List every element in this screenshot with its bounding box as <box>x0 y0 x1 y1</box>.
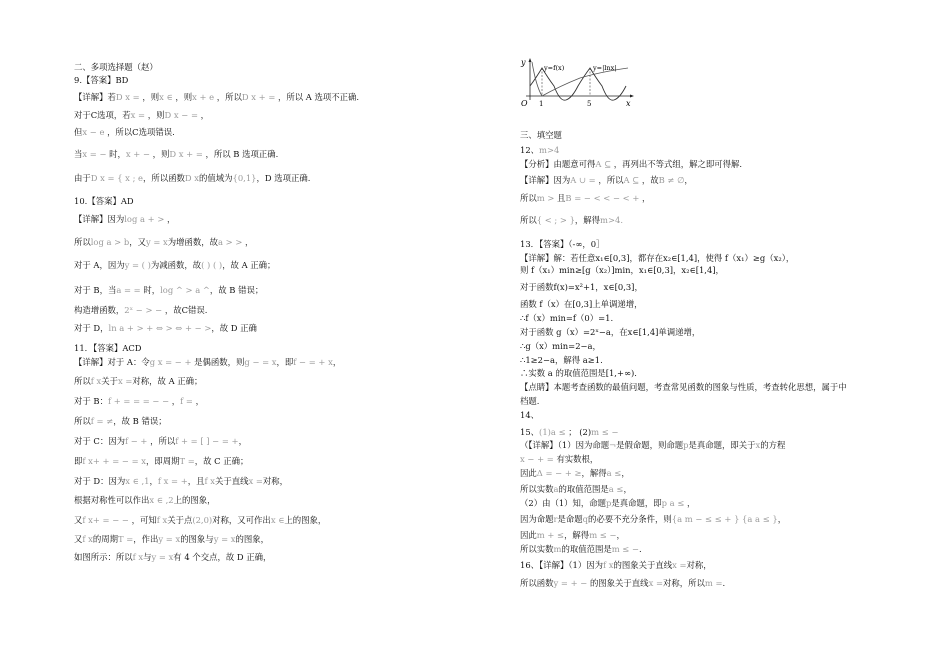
math-fragment: x ∈ ,2 <box>149 495 174 505</box>
text-line-l05 <box>74 127 175 138</box>
text-fragment: 根据对称性可以作出 <box>74 495 150 505</box>
text-line-l12 <box>74 285 263 296</box>
math-fragment: x − + = <box>520 454 557 464</box>
text-fragment: 对于函数f(x)=x²+1，x∈[0,3]， <box>520 282 643 292</box>
text-fragment: 三、填空题 <box>520 130 562 140</box>
text-fragment: ，故 B 错误； <box>209 285 264 295</box>
text-fragment: ，D 选项正确. <box>256 173 311 183</box>
text-fragment: ，所以C选项错误. <box>107 127 175 137</box>
text-fragment: ，所以 <box>598 175 624 185</box>
text-fragment: ，故 A 正确； <box>222 260 276 270</box>
text-fragment: ∴g（x）min=2−a， <box>520 341 601 351</box>
text-fragment: 对于 B，当 <box>74 285 117 295</box>
text-fragment: 二、多项选择题（赵） <box>74 62 158 72</box>
text-line-r23 <box>520 468 630 479</box>
text-fragment: ，且 <box>187 476 205 486</box>
tick-label-5: 5 <box>587 100 592 108</box>
text-fragment: . <box>639 544 642 554</box>
text-fragment: 16、【详解】（1）因为 <box>520 560 603 570</box>
math-fragment: x ∈ ,1 <box>125 476 150 486</box>
text-line-r17 <box>520 382 847 393</box>
text-line-l24 <box>74 515 326 526</box>
text-line-r28 <box>520 544 642 555</box>
math-fragment: m + ≤ <box>536 530 565 540</box>
text-line-l03 <box>74 92 359 103</box>
math-fragment: g x = − + <box>149 357 195 367</box>
text-fragment: 档题. <box>520 396 540 406</box>
text-fragment: ，故 B 错误； <box>113 416 167 426</box>
text-line-l26 <box>74 552 271 563</box>
math-fragment: (1)a ≤ <box>539 427 569 437</box>
math-fragment: ( ) ( ) <box>201 260 223 270</box>
text-line-r26 <box>520 514 786 525</box>
text-line-l10 <box>74 237 253 248</box>
math-fragment: x − e <box>82 127 108 137</box>
text-fragment: 与 <box>143 552 152 562</box>
math-fragment: a = = <box>116 285 144 295</box>
math-fragment: f − = + x <box>293 357 333 367</box>
curve-abs-ln-label: y=|lnx| <box>593 64 617 72</box>
text-line-r14 <box>520 341 601 352</box>
text-fragment: 14、 <box>520 410 540 420</box>
text-fragment: 所以 <box>520 215 537 225</box>
text-fragment: 有 4 个交点，故 D 正确， <box>173 552 272 562</box>
text-fragment: 构造增函数， <box>74 305 125 315</box>
math-fragment: y = x <box>213 534 236 544</box>
math-fragment: f x <box>156 515 168 525</box>
text-line-l09 <box>74 214 175 225</box>
text-fragment: 关于直线 <box>215 476 249 486</box>
math-fragment: {a m − ≤ ≤ + } {a a ≤ } <box>671 514 778 524</box>
math-fragment: D x + = <box>241 92 279 102</box>
text-line-l13 <box>74 305 207 316</box>
text-fragment: ，即 <box>276 357 294 367</box>
text-fragment: 9.【答案】BD <box>74 75 129 85</box>
text-fragment: . <box>722 578 726 588</box>
text-fragment: 是偶函数，则 <box>194 357 245 367</box>
text-fragment: ， <box>621 468 630 478</box>
math-fragment: p <box>683 440 689 450</box>
text-fragment: 有实数根， <box>556 454 599 464</box>
text-fragment: ， <box>777 514 787 524</box>
math-fragment: f x+ = − − <box>82 515 132 525</box>
text-fragment: 对称，又可作出 <box>212 515 271 525</box>
curve-f <box>530 68 626 100</box>
text-fragment: 的值域为 <box>199 173 233 183</box>
text-fragment: 函数 f（x）在[0,3]上单调递增， <box>520 299 643 309</box>
math-fragment: g − = x <box>244 357 277 367</box>
text-fragment: 所以函数 <box>520 578 554 588</box>
text-line-r13 <box>520 327 700 338</box>
text-fragment: ， <box>195 396 204 406</box>
text-fragment: ，所以 <box>216 92 242 102</box>
math-fragment: x ∈ <box>159 92 176 102</box>
math-fragment: ¬ <box>609 440 617 450</box>
text-fragment: 【详解】因为 <box>74 214 125 224</box>
math-fragment: m ≤ − <box>589 530 617 540</box>
text-line-r03 <box>520 159 742 170</box>
math-fragment: f = ≠ <box>90 416 114 426</box>
text-line-r01 <box>520 130 562 141</box>
text-line-l25 <box>74 534 269 545</box>
text-line-l02 <box>74 75 128 86</box>
text-fragment: ， <box>200 110 209 120</box>
text-fragment: 所以 <box>74 416 91 426</box>
math-fragment: m = <box>704 578 723 588</box>
text-fragment: 是命题 <box>557 514 583 524</box>
text-fragment: 为增函数，故 <box>167 237 218 247</box>
text-fragment: 的图象与 <box>180 534 214 544</box>
math-fragment: a ≤ <box>608 484 624 494</box>
text-fragment: ，故 <box>641 175 659 185</box>
text-fragment: 【详解】若 <box>74 92 116 102</box>
text-fragment: 对称， <box>686 560 712 570</box>
math-fragment: x <box>755 440 761 450</box>
text-fragment: ，故 C 正确； <box>194 456 249 466</box>
math-fragment: m ≤ − <box>591 427 619 437</box>
text-line-r24 <box>520 484 632 495</box>
text-fragment: （2）由（1）知，命题 <box>520 498 607 508</box>
text-fragment: （【详解】（1）因为命题 <box>520 440 610 450</box>
text-line-r21 <box>520 440 785 451</box>
text-fragment: 的取值范围是 <box>561 544 612 554</box>
text-fragment: ， <box>642 193 651 203</box>
text-fragment: 对称，所以 <box>662 578 705 588</box>
text-fragment: ，再列出不等式组，解之即可得解. <box>613 159 743 169</box>
text-fragment: 15、 <box>520 427 540 437</box>
math-fragment: m <box>553 544 562 554</box>
math-fragment: D x <box>184 173 199 183</box>
text-line-l20 <box>74 436 247 447</box>
curve-f-label: y=f(x) <box>544 64 565 72</box>
math-fragment: m > <box>536 193 558 203</box>
text-fragment: 对于 D：因为 <box>74 476 126 486</box>
text-fragment: 对称，故 A 正确； <box>132 376 203 386</box>
math-fragment: T = <box>118 534 134 544</box>
text-fragment: 的取值范围是 <box>558 484 609 494</box>
math-fragment: a > > <box>218 237 246 247</box>
math-fragment: x = <box>248 476 263 486</box>
text-fragment: ， <box>623 484 632 494</box>
text-line-l21 <box>74 456 248 467</box>
text-fragment: 对于C选项，若 <box>74 110 131 120</box>
text-fragment: ，故 D 正确 <box>211 323 257 333</box>
text-fragment: ， <box>245 237 254 247</box>
text-fragment: 由于 <box>74 173 91 183</box>
text-fragment: 则 f（x₁）min≥[g（x₂）]min，x₁∈[0,3]，x₂∈[1,4]， <box>520 265 724 275</box>
text-fragment: 如图所示：所以 <box>74 552 133 562</box>
math-fragment: p a ≤ <box>661 498 688 508</box>
text-fragment: ，作出 <box>133 534 159 544</box>
text-fragment: 的必要不充分条件，则 <box>588 514 672 524</box>
text-fragment: 所以 <box>74 237 91 247</box>
math-fragment: D x − = <box>164 110 201 120</box>
text-fragment: 上的图象， <box>284 515 327 525</box>
y-axis-arrow <box>529 58 532 62</box>
math-fragment: B = − < < − < + <box>565 193 642 203</box>
text-fragment: 11．【答案】ACD <box>74 343 142 353</box>
text-fragment: ， <box>684 175 693 185</box>
text-line-r15 <box>520 355 603 366</box>
text-line-l01 <box>74 62 158 73</box>
math-fragment: f x <box>204 476 215 486</box>
math-fragment: r <box>553 514 558 524</box>
text-fragment: ； (2) <box>568 427 592 437</box>
math-fragment: ln a + > + ⇔ > ⇔ + − > <box>108 323 212 333</box>
text-line-r30 <box>520 578 725 589</box>
text-fragment: ，解得 <box>564 530 590 540</box>
math-fragment: x = <box>672 560 687 570</box>
text-fragment: 时， <box>109 149 126 159</box>
math-fragment: f + = = = − − <box>107 396 172 406</box>
text-line-r06 <box>520 215 623 226</box>
text-fragment: 12、 <box>520 145 540 155</box>
text-line-l17 <box>74 376 202 387</box>
math-fragment: f = <box>180 396 196 406</box>
text-line-l14 <box>74 323 257 334</box>
text-fragment: 对于 C：因为 <box>74 436 125 446</box>
text-fragment: 又 <box>74 515 83 525</box>
math-fragment: x + e <box>192 92 217 102</box>
math-fragment: m>4 <box>539 145 560 155</box>
text-line-r05 <box>520 193 650 204</box>
math-fragment: f − + <box>124 436 151 446</box>
text-fragment: ，则 <box>142 92 160 102</box>
text-fragment: 的图象关于直线 <box>589 578 649 588</box>
math-fragment: f x <box>602 560 614 570</box>
text-fragment: 所以实数 <box>520 484 554 494</box>
text-fragment: 对于 A，因为 <box>74 260 125 270</box>
text-line-r16 <box>520 368 643 379</box>
text-fragment: ，解得 <box>574 215 601 225</box>
text-fragment: 对于函数 g（x）=2ˣ−a，在x∈[1,4]单调递增， <box>520 327 701 337</box>
math-fragment: a ≤ <box>606 468 622 478</box>
text-line-r09 <box>520 265 724 276</box>
text-line-l08 <box>74 196 134 207</box>
text-fragment: ，则 <box>147 110 165 120</box>
text-fragment: 【详解】对于 A：令 <box>74 357 150 367</box>
math-fragment: q <box>582 514 589 524</box>
text-line-r20 <box>520 427 618 438</box>
math-fragment: B ≠ ∅ <box>658 175 685 185</box>
text-fragment: 的图象关于直线 <box>613 560 673 570</box>
math-fragment: log a + > <box>124 214 168 224</box>
math-fragment: log ^ > a ^ <box>160 285 210 295</box>
text-fragment: 对称， <box>262 476 289 486</box>
text-fragment: ， <box>616 530 625 540</box>
math-fragment: f x <box>82 534 93 544</box>
math-fragment: A ⊆ <box>623 175 642 185</box>
text-fragment: 上的图象， <box>173 495 216 505</box>
math-fragment: y = ( ) <box>124 260 151 270</box>
math-fragment: Δ = − + ≥ <box>536 468 582 478</box>
text-line-r29 <box>520 560 712 571</box>
text-line-l06 <box>74 149 278 160</box>
text-line-l11 <box>74 260 275 271</box>
text-line-l18 <box>74 396 204 407</box>
text-fragment: 【详解】因为 <box>520 175 571 185</box>
text-fragment: ∴实数 a 的取值范围是[1,+∞)． <box>520 368 643 378</box>
text-fragment: 13．【答案】（-∞，0］ <box>520 239 605 249</box>
text-fragment: ，故C错误. <box>164 305 208 315</box>
text-fragment: ，所以 B 选项正确. <box>205 149 279 159</box>
text-fragment: ，又 <box>129 237 146 247</box>
text-fragment: ∴1≥2−a，解得 a≥1. <box>520 355 603 365</box>
math-fragment: f x <box>90 376 102 386</box>
math-fragment: y = x <box>151 552 174 562</box>
text-fragment: 的周期 <box>92 534 118 544</box>
math-fragment: a <box>553 484 559 494</box>
math-fragment: m ≤ − <box>611 544 640 554</box>
text-fragment: 对于 B： <box>74 396 108 406</box>
math-fragment: (2,0) <box>192 515 213 525</box>
math-fragment: log a > b <box>90 237 130 247</box>
math-fragment: p <box>606 498 612 508</box>
text-fragment: ， <box>238 436 247 446</box>
math-fragment: f x+ + = − = x <box>82 456 146 466</box>
math-fragment: y = + − <box>553 578 590 588</box>
text-fragment: 所以实数 <box>520 544 554 554</box>
math-fragment: T = <box>179 456 195 466</box>
text-fragment: ∴f（x）min=f（0）=1. <box>520 313 614 323</box>
text-fragment: 但 <box>74 127 83 137</box>
text-fragment: 的图象， <box>235 534 269 544</box>
text-fragment: 因此 <box>520 468 537 478</box>
text-fragment: ， <box>332 357 342 367</box>
text-fragment: ，所以 <box>150 436 176 446</box>
text-line-r10 <box>520 282 643 293</box>
text-fragment: ， <box>171 396 181 406</box>
text-fragment: ，所以函数 <box>143 173 185 183</box>
math-fragment: x = <box>648 578 663 588</box>
text-line-l15 <box>74 343 142 354</box>
text-line-r04 <box>520 175 693 186</box>
math-fragment: m>4. <box>600 215 623 225</box>
math-fragment: x ∈ <box>270 515 285 525</box>
text-fragment: 的方程 <box>760 440 786 450</box>
text-line-r19 <box>520 410 539 421</box>
x-axis-arrow <box>630 95 634 98</box>
text-line-l04 <box>74 110 209 121</box>
text-fragment: 当 <box>74 149 83 159</box>
text-fragment: ， <box>149 476 158 486</box>
x-axis-label: x <box>626 99 631 108</box>
text-line-r12 <box>520 313 613 324</box>
text-fragment: ，所以 A 选项不正确. <box>278 92 360 102</box>
math-fragment: y = x <box>145 237 168 247</box>
text-fragment: ，可知 <box>131 515 157 525</box>
text-line-r11 <box>520 299 642 310</box>
text-line-r08 <box>520 253 794 264</box>
text-line-l23 <box>74 495 216 506</box>
math-fragment: x + − <box>125 149 153 159</box>
text-fragment: 且 <box>557 193 566 203</box>
math-fragment: A ∪ = <box>570 175 599 185</box>
math-fragment: D x + = <box>169 149 206 159</box>
text-fragment: 关于点 <box>167 515 193 525</box>
text-line-r22 <box>520 454 598 465</box>
origin-label: O <box>521 99 528 108</box>
math-fragment: D x = <box>115 92 143 102</box>
text-fragment: 因为命题 <box>520 514 554 524</box>
math-fragment: A ⊆ <box>595 159 614 169</box>
math-fragment: f + = [ ] − = + <box>175 436 239 446</box>
text-fragment: 对于 D， <box>74 323 109 333</box>
text-line-r18 <box>520 396 539 407</box>
text-fragment: ，则 <box>175 92 193 102</box>
text-fragment: 10.【答案】AD <box>74 196 134 206</box>
text-fragment: ，即周期 <box>145 456 180 466</box>
math-fragment: { < ; > } <box>536 215 575 225</box>
text-fragment: ，解得 <box>581 468 607 478</box>
text-fragment: 【点睛】本题考查函数的最值问题，考查常见函数的图象与性质，考查转化思想，属于中 <box>520 382 847 392</box>
text-fragment: 【详解】解：若任意x₁∈[0,3]，都存在x₂∈[1,4]，使得 f（x₁）≥g（x₂）， <box>520 253 795 263</box>
text-line-l07 <box>74 173 310 184</box>
text-fragment: 是假命题，则命题 <box>616 440 684 450</box>
tick-label-1: 1 <box>539 100 544 108</box>
text-fragment: 时， <box>143 285 161 295</box>
math-fragment: D x = { x ; e <box>90 173 144 183</box>
text-line-l22 <box>74 476 288 487</box>
text-line-r07 <box>520 239 604 250</box>
text-fragment: 所以 <box>520 193 537 203</box>
math-fragment: x = <box>130 110 148 120</box>
text-line-l19 <box>74 416 167 427</box>
math-fragment: y = x <box>158 534 181 544</box>
text-fragment: ， <box>167 214 176 224</box>
text-fragment: 是真命题，即 <box>611 498 662 508</box>
math-fragment: f x <box>132 552 144 562</box>
text-fragment: 因此 <box>520 530 537 540</box>
math-fragment: x = <box>118 376 133 386</box>
text-fragment: ， <box>687 498 696 508</box>
math-fragment: f x = + <box>157 476 188 486</box>
text-fragment: 所以 <box>74 376 91 386</box>
y-axis-label: y <box>521 58 526 67</box>
text-fragment: 为减函数，故 <box>150 260 202 270</box>
math-fragment: {0,1} <box>232 173 257 183</box>
text-line-l16 <box>74 357 341 368</box>
text-fragment: 关于 <box>101 376 118 386</box>
text-fragment: 【分析】由题意可得 <box>520 159 596 169</box>
text-line-r27 <box>520 530 625 541</box>
text-fragment: 即 <box>74 456 83 466</box>
text-line-r02 <box>520 145 559 156</box>
text-line-r25 <box>520 498 695 509</box>
text-fragment: 是真命题，即关于 <box>688 440 756 450</box>
text-fragment: 又 <box>74 534 83 544</box>
math-fragment: x = − <box>82 149 110 159</box>
math-fragment: 2ˣ − > − <box>124 305 165 315</box>
text-fragment: ，则 <box>152 149 170 159</box>
function-graph-figure <box>520 56 640 108</box>
